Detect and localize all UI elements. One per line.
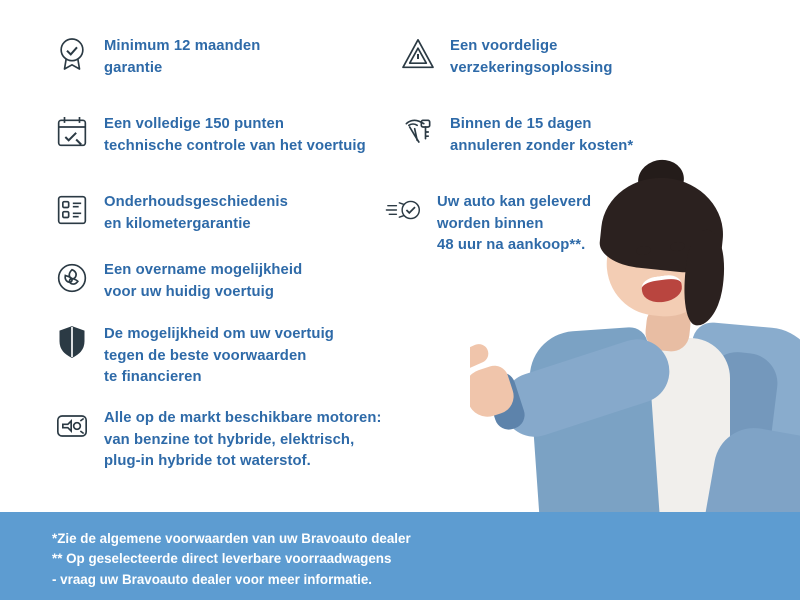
feature-line: van benzine tot hybride, elektrisch,	[104, 431, 355, 448]
car-keys-icon	[398, 112, 438, 152]
feature-text	[104, 322, 334, 389]
feature-line: worden binnen	[437, 215, 544, 232]
footer-line: *Zie de algemene voorwaarden van uw Bravoauto dealer	[52, 531, 411, 546]
feature-text	[104, 258, 302, 303]
feature-item-inspection	[52, 112, 366, 157]
feature-line: Minimum 12 maanden	[104, 38, 261, 54]
feature-line: plug-in hybride tot waterstof.	[104, 453, 311, 470]
feature-text	[437, 190, 591, 257]
feature-line: garantie	[104, 59, 163, 76]
feature-line: Alle op de markt beschikbare motoren:	[104, 410, 382, 426]
feature-line: verzekeringsoplossing	[450, 59, 613, 76]
feature-line: Binnen de 15 dagen	[450, 116, 592, 132]
feature-line: Een overname mogelijkheid	[104, 262, 303, 278]
feature-line: technische controle van het voertuig	[104, 137, 366, 154]
feature-line: voor uw huidig voertuig	[104, 283, 274, 300]
footer-disclaimer	[0, 512, 800, 600]
footer-line: ** Op geselecteerde direct leverbare voorraadwagens	[52, 551, 392, 567]
trade-in-circle-icon	[52, 258, 92, 298]
feature-line: Een volledige 150 punten	[104, 116, 285, 132]
feature-text	[450, 34, 612, 79]
feature-item-warranty	[52, 34, 260, 79]
feature-item-trade-in	[52, 258, 302, 303]
footer-text	[52, 529, 411, 590]
checklist-icon	[52, 190, 92, 230]
feature-item-insurance	[398, 34, 612, 79]
feature-line: annuleren zonder kosten*	[450, 137, 634, 154]
shield-icon	[52, 322, 92, 362]
fast-delivery-icon	[385, 190, 425, 230]
feature-item-cancellation	[398, 112, 633, 157]
feature-text	[104, 112, 366, 157]
engine-icon	[52, 406, 92, 446]
feature-line: De mogelijkheid om uw voertuig	[104, 326, 334, 342]
feature-text	[104, 34, 260, 79]
warning-triangle-icon	[398, 34, 438, 74]
feature-text	[104, 406, 382, 473]
clipboard-check-icon	[52, 112, 92, 152]
feature-item-history	[52, 190, 288, 235]
feature-line: Uw auto kan geleverd	[437, 194, 592, 210]
feature-line: te financieren	[104, 369, 202, 386]
footer-line: - vraag uw Bravoauto dealer voor meer informatie.	[52, 571, 372, 587]
badge-check-icon	[52, 34, 92, 74]
feature-text	[450, 112, 633, 157]
feature-text	[104, 190, 288, 235]
feature-line: Onderhoudsgeschiedenis	[104, 194, 288, 210]
feature-item-financing	[52, 322, 334, 389]
feature-line: Een voordelige	[450, 38, 558, 54]
feature-line: tegen de beste voorwaarden	[104, 347, 307, 364]
feature-item-delivery	[385, 190, 591, 257]
feature-line: en kilometergarantie	[104, 215, 251, 232]
feature-line: 48 uur na aankoop**.	[437, 237, 586, 254]
feature-item-engines	[52, 406, 382, 473]
